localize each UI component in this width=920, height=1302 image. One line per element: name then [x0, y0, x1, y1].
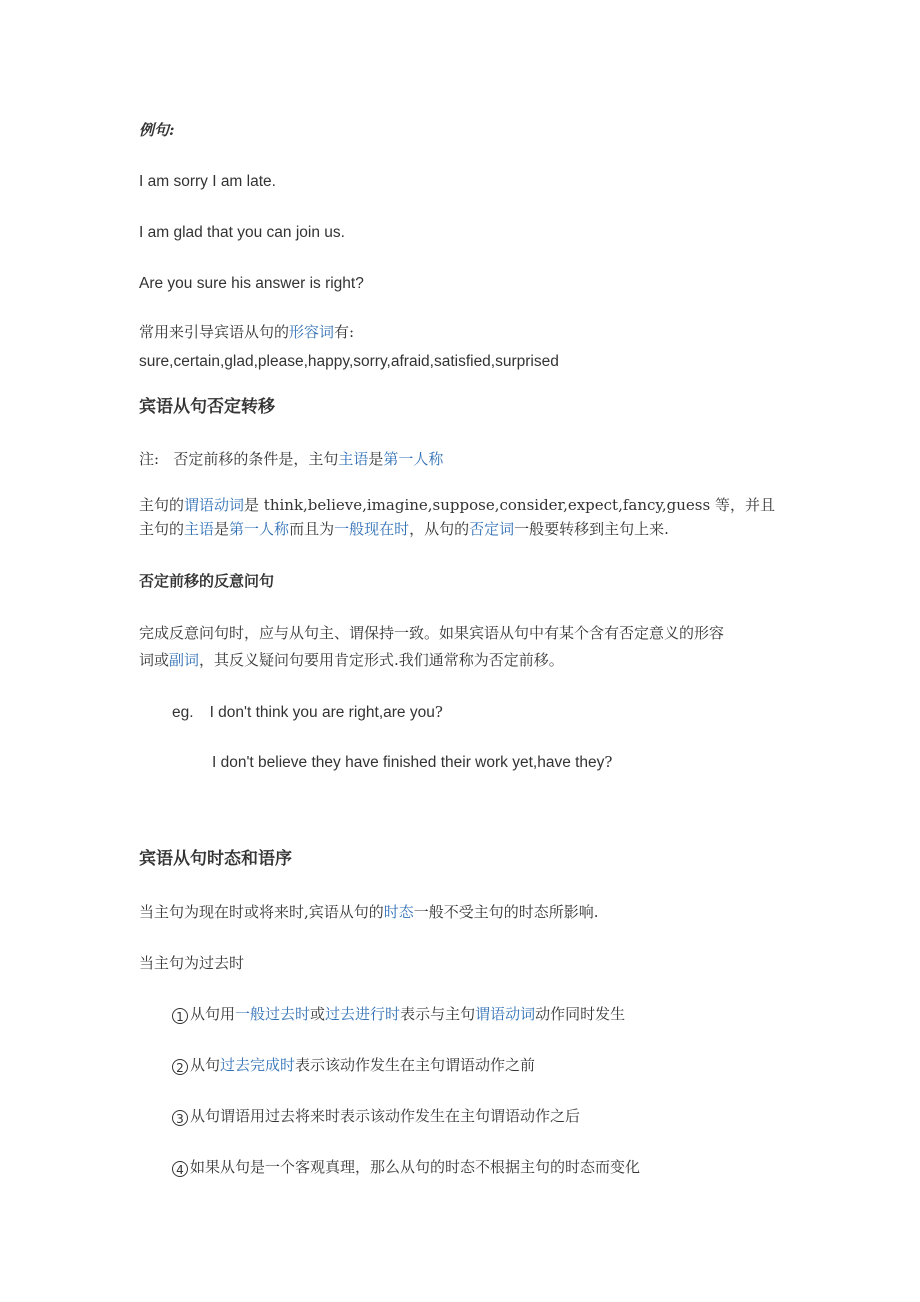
- link-predicate-verb-2[interactable]: 谓语动词: [475, 1005, 536, 1023]
- circled-number-1: 1: [172, 1008, 188, 1024]
- link-simple-past[interactable]: 一般过去时: [235, 1005, 311, 1023]
- paragraph-1-line-2: 主句的主语是第一人称而且为一般现在时，从句的否定词一般要转移到主句上来.: [139, 520, 669, 538]
- adjective-list: sure,certain,glad,please,happy,sorry,afraid,satisfied,surprised: [139, 353, 559, 370]
- example-label: 例句:: [139, 121, 175, 139]
- circled-number-3: 3: [172, 1110, 188, 1126]
- link-tense[interactable]: 时态: [383, 903, 414, 921]
- list-item-3: 3 从句谓语用过去将来时表示该动作发生在主句谓语动作之后: [172, 1106, 580, 1126]
- link-adverb[interactable]: 副词: [169, 651, 200, 669]
- link-past-progressive[interactable]: 过去进行时: [325, 1005, 401, 1023]
- paragraph-2-line-2: 词或副词，其反义疑问句要用肯定形式.我们通常称为否定前移。: [139, 651, 564, 669]
- eg-line-2: I don't believe they have finished their work yet,have they?: [212, 753, 613, 771]
- circled-number-2: 2: [172, 1059, 188, 1075]
- link-subject[interactable]: 主语: [338, 450, 369, 468]
- paragraph-4: 当主句为过去时: [139, 954, 245, 972]
- link-simple-present[interactable]: 一般现在时: [334, 520, 410, 538]
- example-sentence-1: I am sorry I am late.: [139, 173, 276, 190]
- link-negative-word[interactable]: 否定词: [469, 520, 515, 538]
- paragraph-3: 当主句为现在时或将来时,宾语从句的时态一般不受主句的时态所影响.: [139, 903, 599, 921]
- circled-number-4: 4: [172, 1161, 188, 1177]
- link-predicate-verb[interactable]: 谓语动词: [184, 496, 245, 514]
- heading-negation-transfer: 宾语从句否定转移: [139, 397, 275, 417]
- link-first-person[interactable]: 第一人称: [383, 450, 444, 468]
- list-item-1: 1 从句用一般过去时或过去进行时表示与主句谓语动词动作同时发生: [172, 1004, 625, 1024]
- paragraph-2-line-1: 完成反意问句时，应与从句主、谓保持一致。如果宾语从句中有某个含有否定意义的形容: [139, 624, 725, 642]
- list-item-2: 2 从句过去完成时表示该动作发生在主句谓语动作之前: [172, 1055, 535, 1075]
- paragraph-1-line-1: 主句的谓语动词是 think,believe,imagine,suppose,consider,expect,fancy,guess 等，并且: [139, 496, 775, 514]
- link-first-person-2[interactable]: 第一人称: [229, 520, 290, 538]
- note-line: 注: 否定前移的条件是，主句主语是第一人称: [139, 450, 444, 468]
- link-past-perfect[interactable]: 过去完成时: [220, 1056, 296, 1074]
- heading-tense-order: 宾语从句时态和语序: [139, 849, 292, 869]
- link-subject-2[interactable]: 主语: [184, 520, 215, 538]
- adjective-intro: 常用来引导宾语从句的形容词有:: [139, 323, 355, 341]
- list-item-4: 4 如果从句是一个客观真理，那么从句的时态不根据主句的时态而变化: [172, 1157, 640, 1177]
- example-sentence-2: I am glad that you can join us.: [139, 224, 345, 241]
- eg-line-1: eg. I don't think you are right,are you?: [172, 703, 443, 721]
- example-sentence-3: Are you sure his answer is right?: [139, 275, 364, 292]
- link-adjective[interactable]: 形容词: [289, 323, 335, 341]
- heading-tag-question: 否定前移的反意问句: [139, 572, 275, 590]
